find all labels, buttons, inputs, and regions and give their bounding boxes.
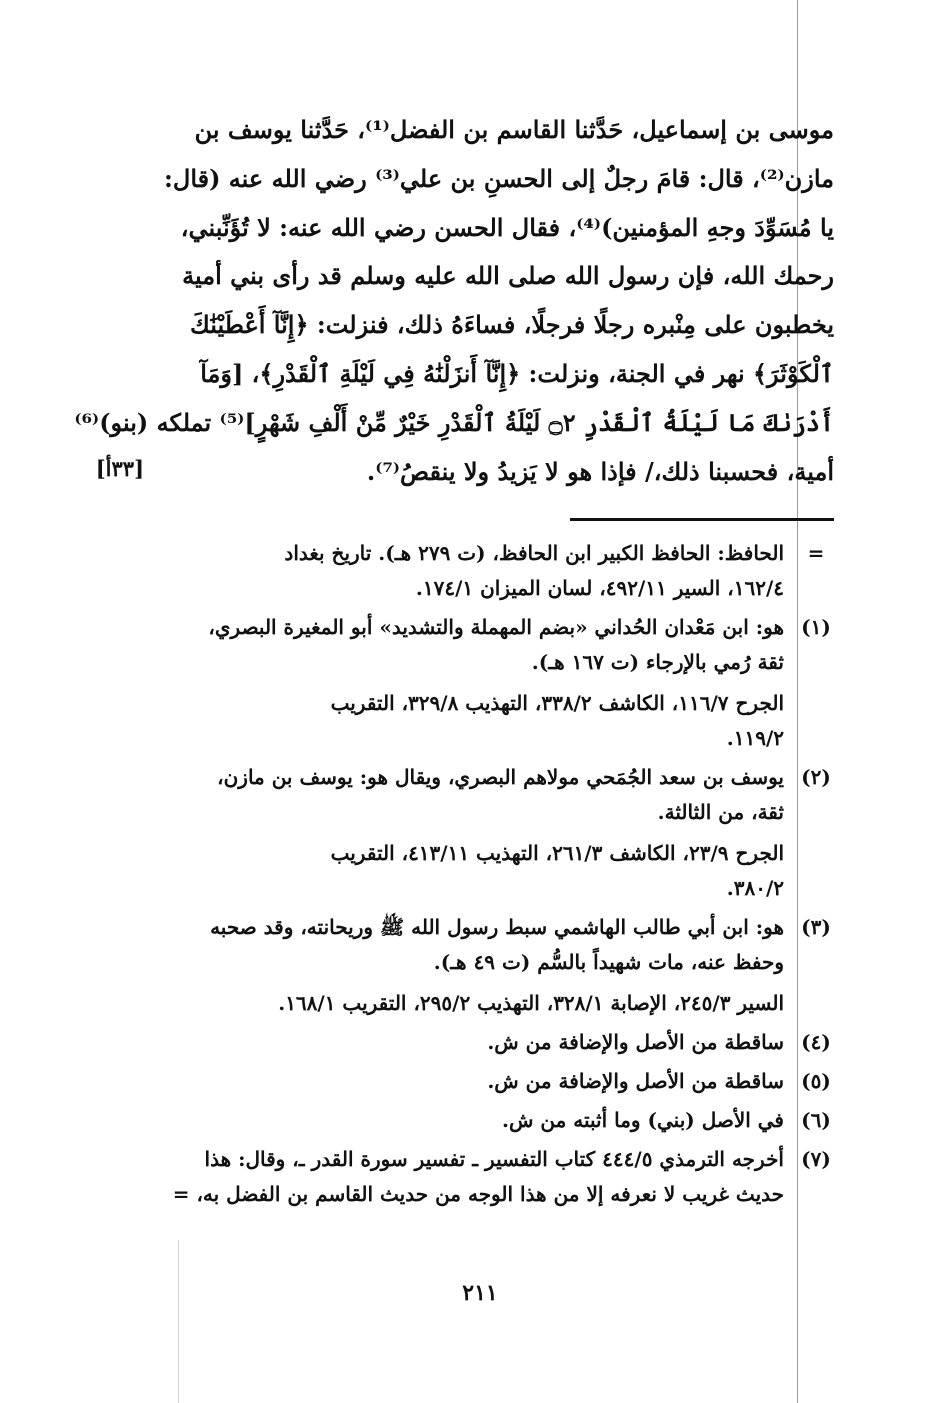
footnote-5: [138, 1064, 838, 1099]
footnote-line: ١٦٢/٤، السير ٤٩٢/١١، لسان الميزان ١٧٤/١.: [415, 576, 784, 600]
main-text-line: رحمك الله، فإن رسول الله صلى الله عليه وسلم قد رأى بني أمية: [182, 261, 834, 291]
footnote-line: الحافظ: الحافظ الكبير ابن الحافظ، (ت ٢٧٩ هـ). تاريخ بغداد: [284, 541, 784, 565]
main-text-line: مازن⁽²⁾، قال: قامَ رجلٌ إلى الحسنِ بن علي⁽³⁾ رضي الله عنه (قال:: [164, 163, 834, 193]
footnote-number: (٦): [801, 1108, 831, 1132]
main-text-line: أَدْرَىٰكَ مَا لَيْلَةُ ٱلْقَدْرِ ۝٢ لَيْلَةُ ٱلْقَدْرِ خَيْرٌ مِّنْ أَلْفِ شَهْرٍ]⁽⁵⁾ تملكه (بنو)⁽⁶⁾: [74, 407, 834, 437]
main-text-line: يا مُسَوِّدَ وجهِ المؤمنين)⁽⁴⁾، فقال الحسن رضي الله عنه: لا تُؤَنِّبني،: [180, 212, 834, 242]
footnote-line: وحفظ عنه، مات شهيداً بالسُّم (ت ٤٩ هـ).: [433, 950, 784, 974]
footnote-3: [138, 910, 838, 1021]
footnote-line: السير ٢٤٥/٣، الإصابة ٣٢٨/١، التهذيب ٢٩٥/٢، التقريب ١٦٨/١.: [278, 991, 784, 1015]
footnote-number: =: [807, 541, 825, 565]
footnote-line: أخرجه الترمذي ٤٤٤/٥ كتاب التفسير ـ تفسير سورة القدر ـ، وقال: هذا: [204, 1147, 784, 1171]
footnote-1: [138, 610, 838, 756]
page-number: ٢١١: [462, 1280, 498, 1306]
footnote-line: الجرح ٢٣/٩، الكاشف ٢٦١/٣، التهذيب ٤١٣/١١، التقريب: [330, 841, 784, 865]
footnote-line: ثقة رُمي بالإرجاء (ت ١٦٧ هـ).: [531, 650, 784, 674]
main-text-line: يخطبون على مِنْبره رجلًا فرجلًا، فساءَهُ ذلك، فنزلت: ﴿إِنَّآ أَعْطَيْنَٰكَ: [190, 310, 834, 340]
manuscript-folio-reference: [٣٣أ]: [95, 456, 144, 481]
footnote-line: ١١٩/٢.: [726, 726, 784, 750]
footnote-line: ساقطة من الأصل والإضافة من ش.: [487, 1069, 784, 1093]
footnote-line: ٣٨٠/٢.: [726, 876, 784, 900]
footnotes: [138, 536, 838, 1216]
footnote-separator: [570, 518, 834, 521]
footnote-4: [138, 1025, 838, 1060]
footnote-line: في الأصل (بني) وما أثبته من ش.: [502, 1108, 784, 1132]
footnote-line: ثقة، من الثالثة.: [657, 800, 784, 824]
main-text-line: موسى بن إسماعيل، حَدَّثنا القاسم بن الفضل⁽¹⁾، حَدَّثنا يوسف بن: [194, 115, 834, 144]
footnote-line: ساقطة من الأصل والإضافة من ش.: [487, 1030, 784, 1054]
footnote-number: (٥): [801, 1069, 831, 1093]
footnote-number: (١): [801, 615, 831, 639]
footnote-number: (٤): [801, 1030, 831, 1054]
main-text-line: ٱلْكَوْثَرَ﴾ نهر في الجنة، ونزلت: ﴿إِنَّآ أَنزَلْنَٰهُ فِي لَيْلَةِ ٱلْقَدْرِ﴾، [وَمَآ: [200, 358, 834, 388]
footnote-2: [138, 760, 838, 906]
footnote-line: حديث غريب لا نعرفه إلا من هذا الوجه من حديث القاسم بن الفضل به، =: [172, 1182, 784, 1206]
footnote-6: [138, 1103, 838, 1138]
footnote-line: هو: ابن أبي طالب الهاشمي سبط رسول الله ﷺ وريحانته، وقد صحبه: [210, 915, 784, 939]
main-text-line: أمية، فحسبنا ذلك،/ فإذا هو لا يَزيدُ ولا ينقصُ⁽⁷⁾.: [366, 456, 834, 486]
footnote-line: هو: ابن مَعْدان الحُداني «بضم المهملة والتشديد» أبو المغيرة البصري،: [208, 615, 784, 639]
footnote-number: (٧): [801, 1147, 831, 1171]
footnote-line: الجرح ١١٦/٧، الكاشف ٣٣٨/٢، التهذيب ٣٢٩/٨، التقريب: [330, 691, 784, 715]
footnote-continuation: [138, 536, 838, 606]
footnote-sources: [138, 686, 784, 756]
footnote-sources: [138, 836, 784, 906]
footnote-number: (٢): [801, 765, 831, 789]
footnote-line: يوسف بن سعد الجُمَحي مولاهم البصري، ويقال هو: يوسف بن مازن،: [217, 765, 784, 789]
footnote-sources: [138, 986, 784, 1021]
footnote-7: [138, 1142, 838, 1212]
scan-edge-line: [178, 1240, 179, 1403]
footnote-number: (٣): [801, 915, 831, 939]
